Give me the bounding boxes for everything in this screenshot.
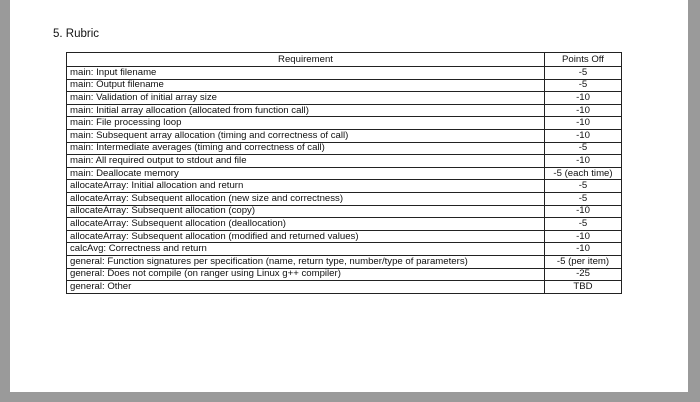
requirement-cell: main: File processing loop bbox=[67, 117, 545, 130]
points-off-cell: -10 bbox=[545, 117, 622, 130]
points-off-cell: -5 (each time) bbox=[545, 167, 622, 180]
section-heading: 5. Rubric bbox=[53, 28, 100, 40]
requirement-cell: main: Output filename bbox=[67, 79, 545, 92]
left-frame-edge bbox=[0, 0, 10, 402]
points-off-cell: -5 bbox=[545, 79, 622, 92]
table-header-row bbox=[67, 53, 622, 67]
table-row bbox=[67, 155, 622, 168]
requirement-cell: main: Initial array allocation (allocated from function call) bbox=[67, 104, 545, 117]
table-row bbox=[67, 255, 622, 268]
points-off-cell: -5 (per item) bbox=[545, 255, 622, 268]
requirement-cell: main: Validation of initial array size bbox=[67, 92, 545, 105]
requirement-cell: general: Function signatures per specification (name, return type, number/type of parameters) bbox=[67, 255, 545, 268]
requirement-cell: general: Does not compile (on ranger using Linux g++ compiler) bbox=[67, 268, 545, 281]
rubric-table-body bbox=[67, 67, 622, 294]
points-off-cell: -5 bbox=[545, 218, 622, 231]
right-frame-edge bbox=[688, 0, 700, 402]
points-off-cell: TBD bbox=[545, 281, 622, 294]
points-off-cell: -25 bbox=[545, 268, 622, 281]
table-row bbox=[67, 243, 622, 256]
table-row bbox=[67, 104, 622, 117]
requirement-cell: main: Subsequent array allocation (timing and correctness of call) bbox=[67, 129, 545, 142]
table-row bbox=[67, 167, 622, 180]
table-row bbox=[67, 67, 622, 80]
points-off-cell: -5 bbox=[545, 142, 622, 155]
requirement-cell: allocateArray: Initial allocation and return bbox=[67, 180, 545, 193]
requirement-header: Requirement bbox=[67, 53, 545, 67]
requirement-cell: general: Other bbox=[67, 281, 545, 294]
points-off-cell: -10 bbox=[545, 129, 622, 142]
points-off-cell: -10 bbox=[545, 155, 622, 168]
document-page bbox=[10, 0, 688, 392]
points-off-cell: -10 bbox=[545, 104, 622, 117]
requirement-cell: main: Input filename bbox=[67, 67, 545, 80]
rubric-table bbox=[66, 52, 622, 294]
requirement-cell: main: All required output to stdout and file bbox=[67, 155, 545, 168]
table-row bbox=[67, 129, 622, 142]
table-row bbox=[67, 192, 622, 205]
table-row bbox=[67, 205, 622, 218]
points-off-cell: -10 bbox=[545, 205, 622, 218]
requirement-cell: main: Intermediate averages (timing and correctness of call) bbox=[67, 142, 545, 155]
bottom-frame-edge bbox=[0, 392, 700, 402]
points-off-cell: -10 bbox=[545, 243, 622, 256]
points-off-cell: -10 bbox=[545, 92, 622, 105]
table-row bbox=[67, 281, 622, 294]
points-off-cell: -5 bbox=[545, 67, 622, 80]
table-row bbox=[67, 268, 622, 281]
table-row bbox=[67, 180, 622, 193]
requirement-cell: allocateArray: Subsequent allocation (deallocation) bbox=[67, 218, 545, 231]
requirement-cell: calcAvg: Correctness and return bbox=[67, 243, 545, 256]
points-off-header: Points Off bbox=[545, 53, 622, 67]
points-off-cell: -10 bbox=[545, 230, 622, 243]
requirement-cell: allocateArray: Subsequent allocation (new size and correctness) bbox=[67, 192, 545, 205]
table-row bbox=[67, 92, 622, 105]
points-off-cell: -5 bbox=[545, 180, 622, 193]
table-row bbox=[67, 230, 622, 243]
points-off-cell: -5 bbox=[545, 192, 622, 205]
table-row bbox=[67, 218, 622, 231]
table-row bbox=[67, 79, 622, 92]
requirement-cell: allocateArray: Subsequent allocation (modified and returned values) bbox=[67, 230, 545, 243]
requirement-cell: main: Deallocate memory bbox=[67, 167, 545, 180]
table-row bbox=[67, 142, 622, 155]
table-row bbox=[67, 117, 622, 130]
requirement-cell: allocateArray: Subsequent allocation (copy) bbox=[67, 205, 545, 218]
